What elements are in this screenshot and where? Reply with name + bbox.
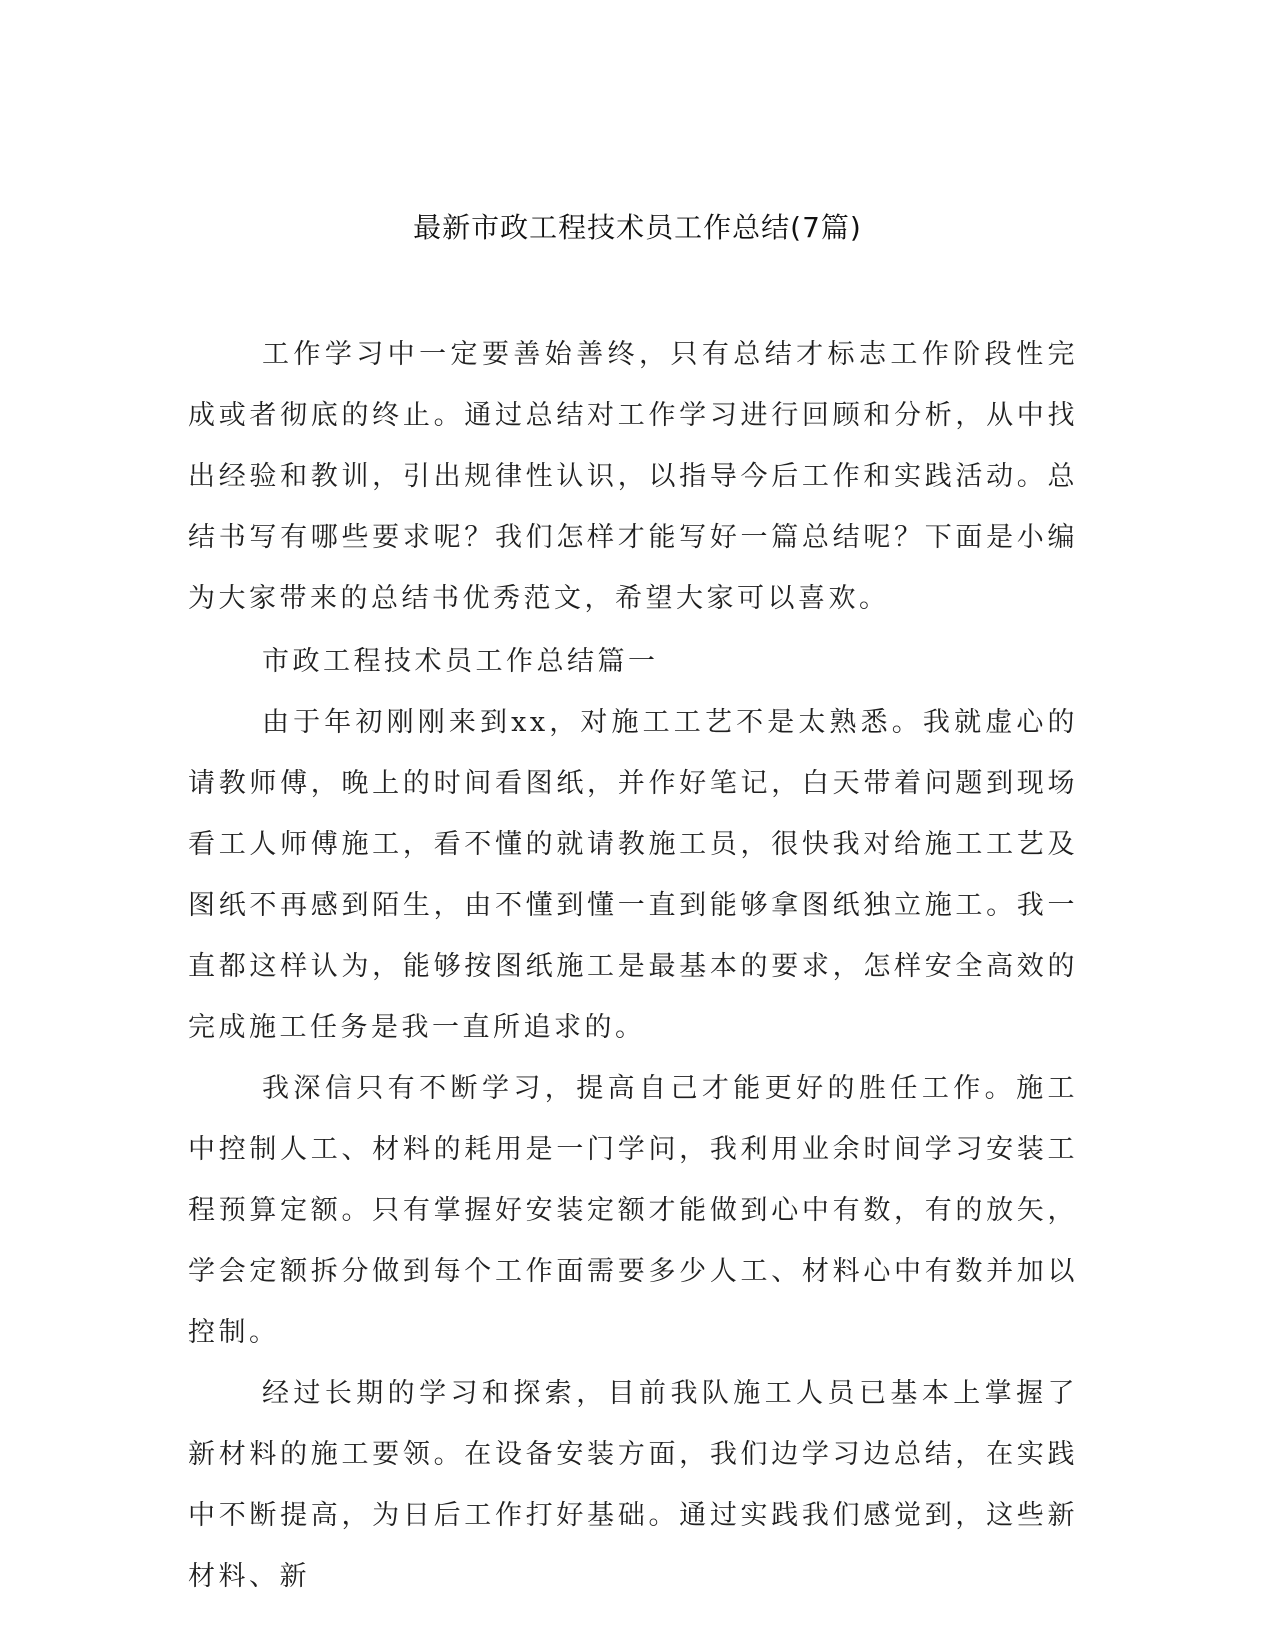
section-heading: 市政工程技术员工作总结篇一 <box>262 646 659 677</box>
intro-paragraph: 工作学习中一定要善始善终，只有总结才标志工作阶段性完成或者彻底的终止。通过总结对工作学习进行回顾和分析，从中找出经验和教训，引出规律性认识，以指导今后工作和实践活动。总结书写有哪些要求呢？我们怎样才能写好一篇总结呢？下面是小编为大家带来的总结书优秀范文，希望大家可以喜欢。 <box>188 339 1078 614</box>
body-paragraph: 由于年初刚刚来到xx，对施工工艺不是太熟悉。我就虚心的请教师傅，晚上的时间看图纸，并作好笔记，白天带着问题到现场看工人师傅施工，看不懂的就请教施工员，很快我对给施工工艺及图纸不再感到陌生，由不懂到懂一直到能够拿图纸独立施工。我一直都这样认为，能够按图纸施工是最基本的要求，怎样安全高效的完成施工任务是我一直所追求的。 <box>188 707 1078 1043</box>
document-title: 最新市政工程技术员工作总结(7篇) <box>413 211 862 244</box>
document-body <box>188 324 1078 1607</box>
body-paragraph: 经过长期的学习和探索，目前我队施工人员已基本上掌握了新材料的施工要领。在设备安装方面，我们边学习边总结，在实践中不断提高，为日后工作打好基础。通过实践我们感觉到，这些新材料、新 <box>188 1378 1078 1592</box>
body-paragraph: 我深信只有不断学习，提高自己才能更好的胜任工作。施工中控制人工、材料的耗用是一门学问，我利用业余时间学习安装工程预算定额。只有掌握好安装定额才能做到心中有数，有的放矢，学会定额拆分做到每个工作面需要多少人工、材料心中有数并加以控制。 <box>188 1073 1078 1348</box>
